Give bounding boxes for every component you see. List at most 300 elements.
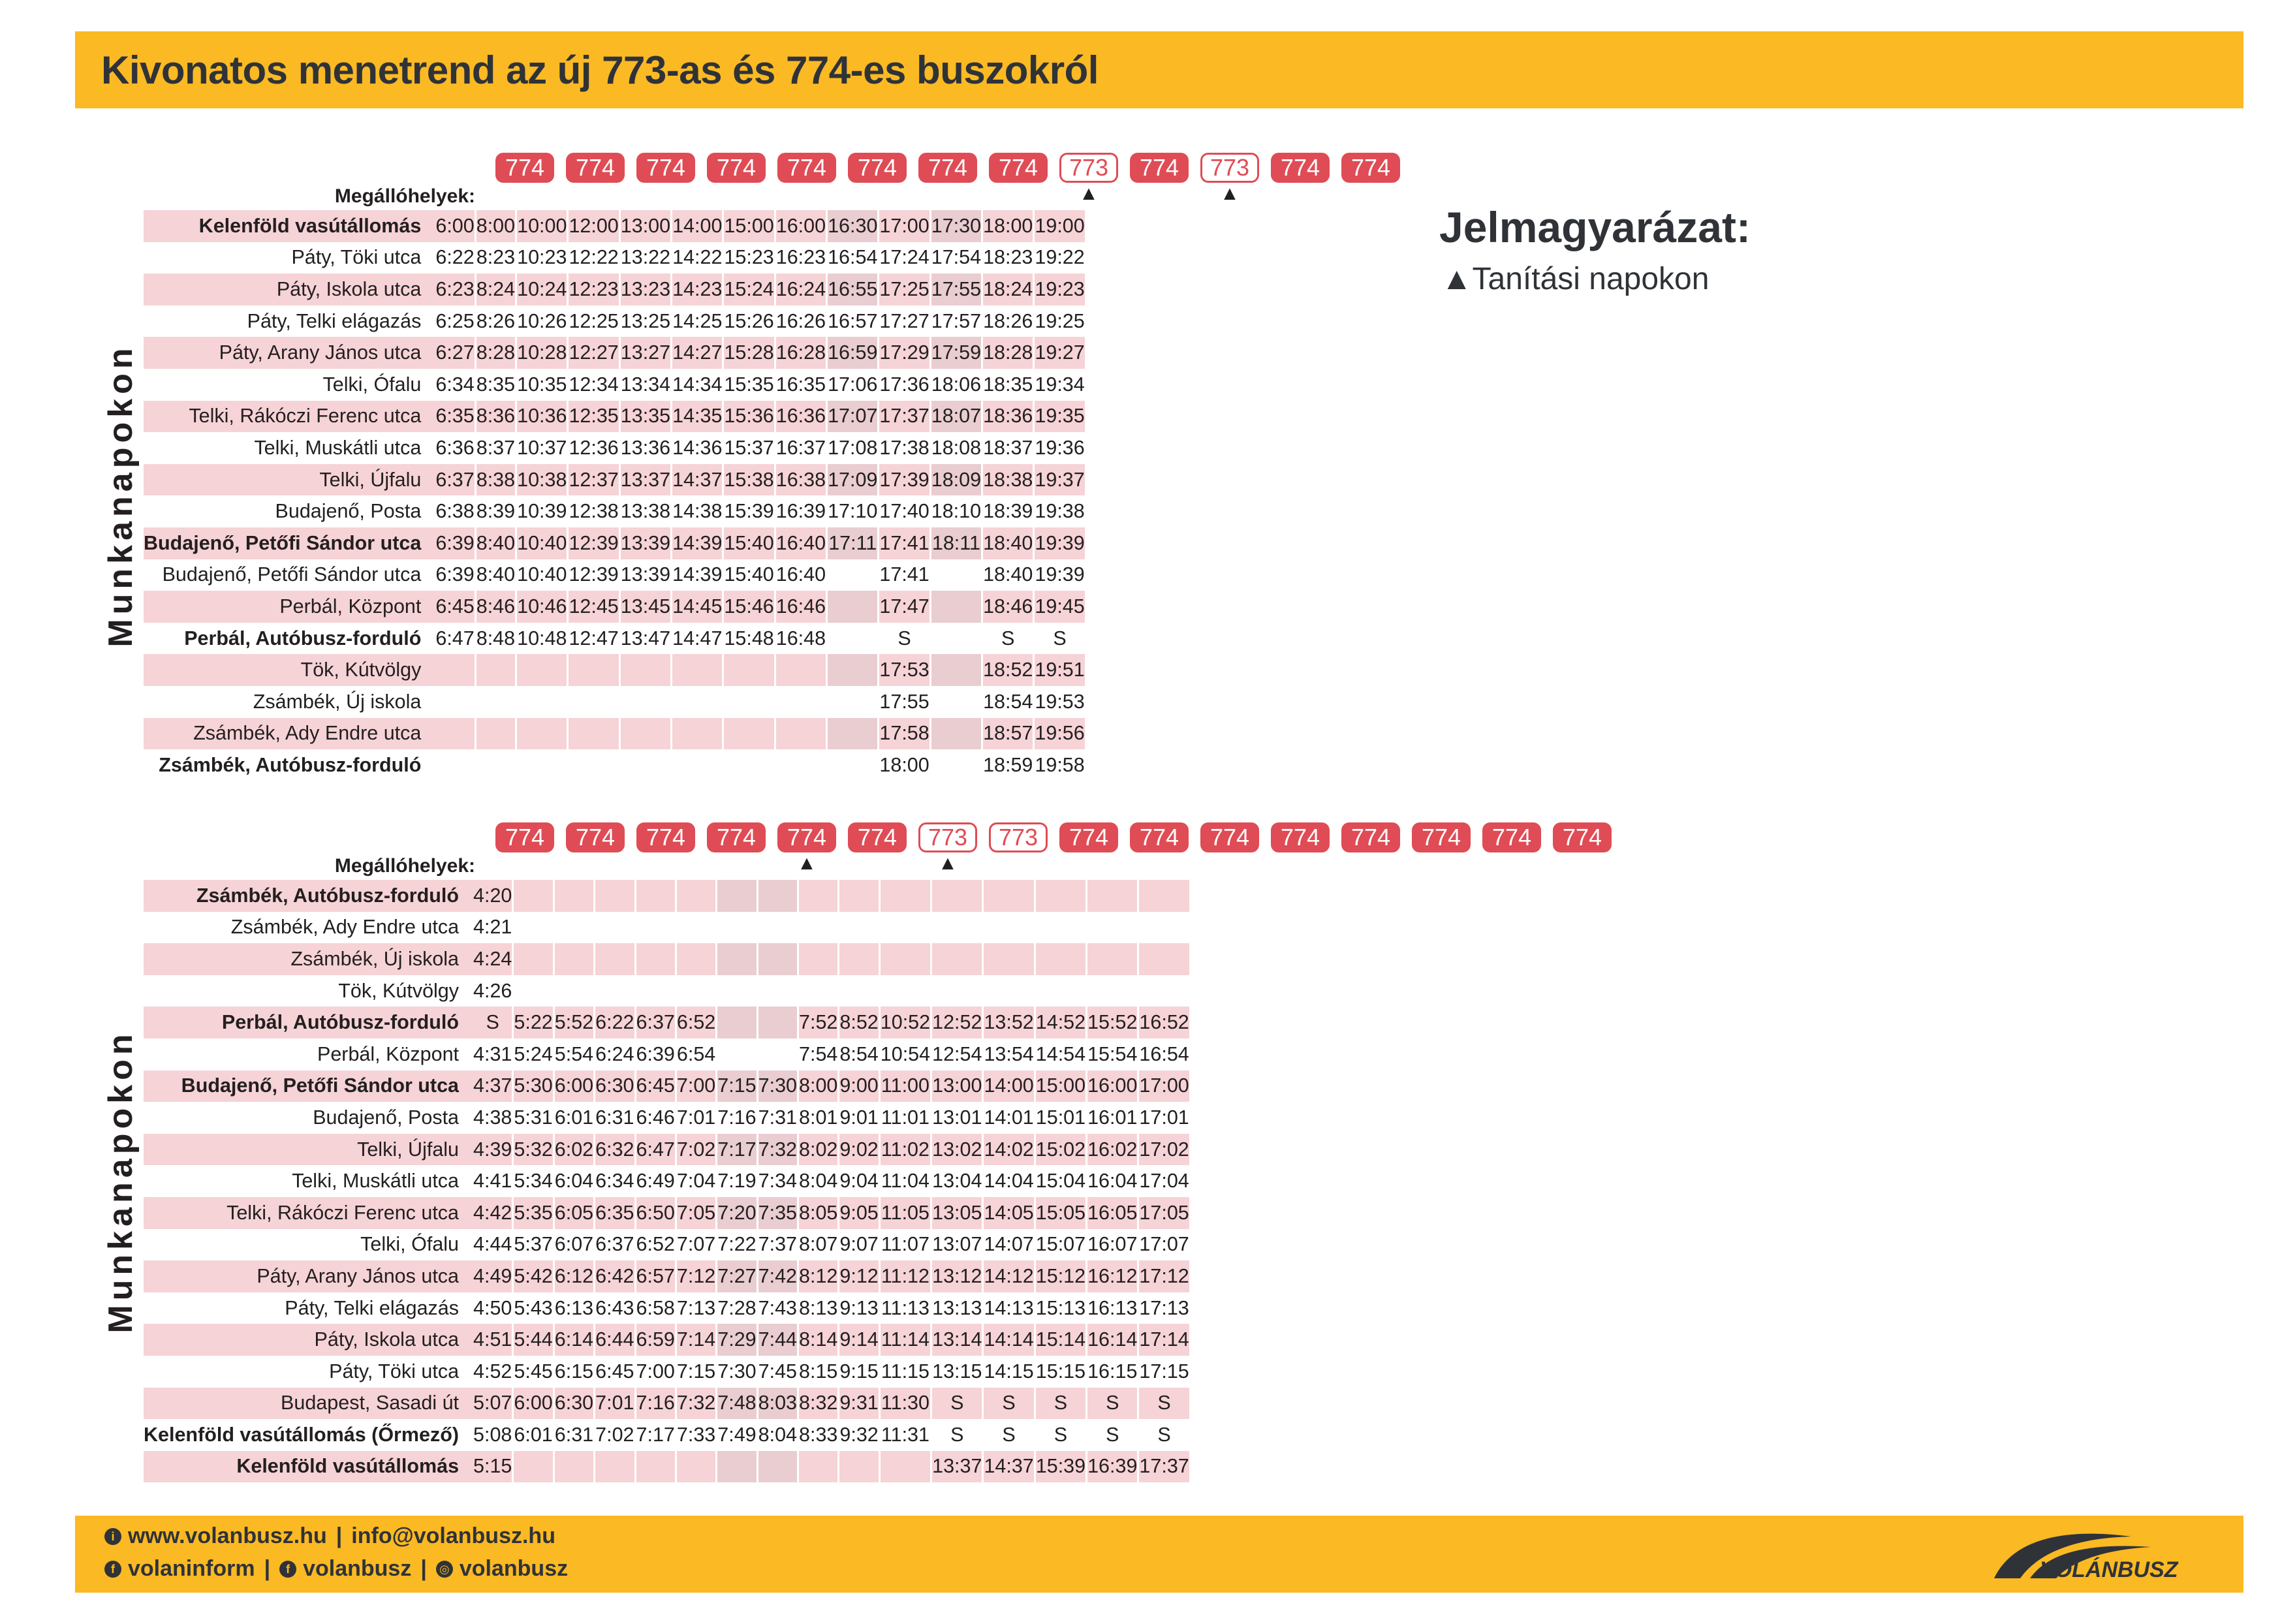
departure-time: 14:54 — [1035, 1038, 1086, 1070]
departure-time: 6:49 — [635, 1165, 676, 1197]
departure-time — [717, 912, 757, 944]
stop-name: Kelenföld vasútállomás (Őrmező) — [144, 1423, 460, 1446]
departure-time — [757, 912, 798, 944]
departure-time: 6:14 — [554, 1324, 594, 1356]
departure-time: 7:30 — [717, 1356, 757, 1388]
departure-time: 8:54 — [839, 1038, 879, 1070]
table-row — [144, 654, 1085, 686]
departure-time: S — [983, 1388, 1035, 1420]
table-row — [144, 1165, 1190, 1197]
departure-time: 7:01 — [676, 1102, 716, 1134]
departure-time: 6:23 — [435, 273, 475, 305]
social-link-volaninform[interactable]: volaninform — [128, 1556, 255, 1581]
departure-time: 17:07 — [827, 401, 879, 433]
table-row — [144, 749, 1085, 781]
departure-time — [879, 975, 931, 1007]
table-row — [144, 880, 1190, 912]
departure-time: 13:38 — [619, 495, 671, 527]
departure-time — [595, 912, 635, 944]
departure-time: 17:55 — [930, 273, 982, 305]
departure-time: 19:45 — [1034, 591, 1085, 623]
departure-time: 14:07 — [983, 1229, 1035, 1261]
table-row — [144, 686, 1085, 718]
departure-time: 11:02 — [879, 1134, 931, 1166]
departure-time: 13:04 — [931, 1165, 983, 1197]
departure-time: 17:38 — [879, 432, 930, 464]
departure-time — [827, 559, 879, 591]
departure-time — [775, 686, 826, 718]
departure-time: 6:30 — [595, 1070, 635, 1102]
departure-time: 5:37 — [513, 1229, 554, 1261]
stop-name: Budajenő, Petőfi Sándor utca — [144, 527, 435, 559]
departure-time: 8:37 — [475, 432, 516, 464]
table-row — [144, 1388, 1190, 1420]
table-row — [144, 591, 1085, 623]
departure-time: 6:42 — [595, 1260, 635, 1292]
route-badge-774: 774 — [1130, 822, 1189, 852]
departure-time: S — [931, 1419, 983, 1451]
departure-time: 17:41 — [879, 559, 930, 591]
departure-time: 18:00 — [879, 749, 930, 781]
departure-time: 14:12 — [983, 1260, 1035, 1292]
departure-time: 17:37 — [879, 401, 930, 433]
departure-time: 9:00 — [839, 1070, 879, 1102]
departure-time: 7:16 — [635, 1388, 676, 1420]
stop-name: Telki, Rákóczi Ferenc utca — [144, 1197, 473, 1229]
departure-time: 9:04 — [839, 1165, 879, 1197]
departure-time: 13:36 — [619, 432, 671, 464]
departure-time — [435, 718, 475, 750]
departure-time: 7:35 — [757, 1197, 798, 1229]
departure-time: 15:04 — [1035, 1165, 1086, 1197]
email-link[interactable]: info@volanbusz.hu — [351, 1523, 555, 1548]
departure-time: 8:03 — [757, 1388, 798, 1420]
departure-time — [839, 880, 879, 912]
departure-time: 4:20 — [473, 880, 513, 912]
departure-time: 10:52 — [879, 1007, 931, 1038]
website-link[interactable]: www.volanbusz.hu — [128, 1523, 327, 1548]
departure-time: 8:14 — [798, 1324, 839, 1356]
facebook-icon: f — [104, 1561, 121, 1578]
departure-time: 17:54 — [930, 242, 982, 274]
departure-time — [931, 975, 983, 1007]
table-row — [144, 1356, 1190, 1388]
stop-name: Tök, Kútvölgy — [144, 654, 435, 686]
departure-time: 17:41 — [879, 527, 930, 559]
social-link-instagram-volanbusz[interactable]: volanbusz — [459, 1556, 569, 1581]
departure-time: 17:53 — [879, 654, 930, 686]
departure-time: 7:22 — [717, 1229, 757, 1261]
departure-time: 15:39 — [1035, 1451, 1086, 1483]
side-label-weekdays: Munkanapokon — [102, 1029, 140, 1334]
departure-time: 13:45 — [619, 591, 671, 623]
departure-time — [879, 1451, 931, 1483]
table-row — [144, 337, 1085, 369]
departure-time: 6:32 — [595, 1134, 635, 1166]
info-icon: i — [104, 1528, 121, 1545]
departure-time: 6:02 — [554, 1134, 594, 1166]
departure-time: 12:52 — [931, 1007, 983, 1038]
departure-time: 4:49 — [473, 1260, 513, 1292]
departure-time — [879, 880, 931, 912]
departure-time: S — [1035, 1388, 1086, 1420]
departure-time — [619, 686, 671, 718]
departure-time: S — [982, 623, 1034, 655]
departure-time: 8:35 — [475, 369, 516, 401]
departure-time: 17:25 — [879, 273, 930, 305]
departure-time: 13:34 — [619, 369, 671, 401]
departure-time: 10:36 — [516, 401, 568, 433]
departure-time: 15:00 — [723, 210, 775, 242]
route-badge-774: 774 — [495, 822, 554, 852]
departure-time: 15:38 — [723, 464, 775, 496]
departure-time: 14:00 — [983, 1070, 1035, 1102]
departure-time: 6:07 — [554, 1229, 594, 1261]
departure-time: 13:27 — [619, 337, 671, 369]
table-row — [144, 401, 1085, 433]
stop-name: Perbál, Központ — [144, 591, 435, 623]
departure-time: 6:31 — [595, 1102, 635, 1134]
departure-time: 7:05 — [676, 1197, 716, 1229]
departure-time: 13:22 — [619, 242, 671, 274]
stop-name: Zsámbék, Ady Endre utca — [230, 916, 460, 939]
volanbusz-logo — [1968, 1525, 2203, 1584]
departure-time: 19:22 — [1034, 242, 1085, 274]
departure-time: 13:52 — [983, 1007, 1035, 1038]
table-row — [144, 718, 1085, 750]
stop-name: Zsámbék, Új iskola — [253, 690, 422, 713]
departure-time: 11:05 — [879, 1197, 931, 1229]
departure-time: 18:35 — [982, 369, 1034, 401]
departure-time — [516, 686, 568, 718]
departure-time — [516, 749, 568, 781]
departure-time — [676, 943, 716, 975]
departure-time: 15:40 — [723, 559, 775, 591]
stops-header: Megállóhelyek: — [334, 855, 475, 877]
departure-time: 6:15 — [554, 1356, 594, 1388]
timetable-grid — [144, 880, 1191, 1482]
departure-time — [723, 654, 775, 686]
departure-time: 18:07 — [930, 401, 982, 433]
route-badge-774: 774 — [777, 153, 836, 183]
departure-time — [635, 880, 676, 912]
departure-time — [435, 749, 475, 781]
departure-time: 6:45 — [435, 591, 475, 623]
departure-time: 15:36 — [723, 401, 775, 433]
departure-time — [757, 943, 798, 975]
departure-time: 5:42 — [513, 1260, 554, 1292]
stop-name: Telki, Ófalu — [360, 1233, 460, 1256]
table-row — [144, 1197, 1190, 1229]
departure-time — [827, 591, 879, 623]
departure-time: 14:14 — [983, 1324, 1035, 1356]
separator: | — [420, 1556, 427, 1581]
departure-time: 8:36 — [475, 401, 516, 433]
departure-time: 16:48 — [775, 623, 826, 655]
departure-time: 12:47 — [568, 623, 619, 655]
departure-time: 7:54 — [798, 1038, 839, 1070]
departure-time: 7:07 — [676, 1229, 716, 1261]
route-badge-773: 773 — [1059, 153, 1118, 183]
school-day-marker: ▲ — [797, 852, 817, 874]
departure-time: 7:34 — [757, 1165, 798, 1197]
departure-time — [1035, 975, 1086, 1007]
departure-time: 4:50 — [473, 1292, 513, 1324]
departure-time: 17:08 — [827, 432, 879, 464]
departure-time: 6:59 — [635, 1324, 676, 1356]
departure-time: 18:36 — [982, 401, 1034, 433]
stop-name: Zsámbék, Új iskola — [144, 943, 473, 975]
departure-time — [723, 749, 775, 781]
departure-time: 11:00 — [879, 1070, 931, 1102]
departure-time — [983, 880, 1035, 912]
departure-time: 15:37 — [723, 432, 775, 464]
departure-time — [983, 943, 1035, 975]
departure-time: 19:53 — [1034, 686, 1085, 718]
departure-time: 8:15 — [798, 1356, 839, 1388]
departure-time — [723, 718, 775, 750]
departure-time: 14:00 — [672, 210, 723, 242]
departure-time — [798, 1451, 839, 1483]
departure-time: 9:05 — [839, 1197, 879, 1229]
departure-time — [930, 718, 982, 750]
departure-time: 11:15 — [879, 1356, 931, 1388]
departure-time — [568, 686, 619, 718]
footer — [75, 1516, 2243, 1593]
departure-time: 17:02 — [1138, 1134, 1190, 1166]
departure-time: 15:39 — [723, 495, 775, 527]
table-row — [144, 1324, 1190, 1356]
departure-time: 4:24 — [473, 943, 513, 975]
route-badge-774: 774 — [1341, 153, 1400, 183]
departure-time: 19:39 — [1034, 559, 1085, 591]
departure-time: 8:04 — [798, 1165, 839, 1197]
departure-time: 10:00 — [516, 210, 568, 242]
departure-time — [516, 718, 568, 750]
departure-time: 5:34 — [513, 1165, 554, 1197]
departure-time: 14:02 — [983, 1134, 1035, 1166]
departure-time: 15:28 — [723, 337, 775, 369]
departure-time: 18:59 — [982, 749, 1034, 781]
departure-time: 10:28 — [516, 337, 568, 369]
departure-time: 7:20 — [717, 1197, 757, 1229]
departure-time: 17:47 — [879, 591, 930, 623]
departure-time: 12:36 — [568, 432, 619, 464]
route-badge-774: 774 — [566, 153, 625, 183]
departure-time: 7:14 — [676, 1324, 716, 1356]
departure-time: 6:46 — [635, 1102, 676, 1134]
departure-time: 5:54 — [554, 1038, 594, 1070]
stop-name: Páty, Töki utca — [329, 1360, 460, 1382]
route-badge-773: 773 — [1200, 153, 1259, 183]
departure-time: 8:39 — [475, 495, 516, 527]
departure-time: 6:13 — [554, 1292, 594, 1324]
table-row — [144, 975, 1190, 1007]
departure-time: 6:54 — [676, 1038, 716, 1070]
departure-time: 10:40 — [516, 527, 568, 559]
departure-time: 18:40 — [982, 559, 1034, 591]
departure-time — [595, 975, 635, 1007]
departure-time — [516, 654, 568, 686]
departure-time: 13:39 — [619, 559, 671, 591]
departure-time: 16:35 — [775, 369, 826, 401]
departure-time: 14:38 — [672, 495, 723, 527]
departure-time: 9:32 — [839, 1419, 879, 1451]
route-badge-774: 774 — [777, 822, 836, 852]
route-badge-774: 774 — [848, 153, 907, 183]
departure-time — [513, 912, 554, 944]
departure-time: 18:11 — [930, 527, 982, 559]
departure-time: 11:04 — [879, 1165, 931, 1197]
route-badge-774: 774 — [707, 153, 766, 183]
departure-time — [839, 943, 879, 975]
departure-time: 7:12 — [676, 1260, 716, 1292]
departure-time: 7:32 — [757, 1134, 798, 1166]
departure-time: 15:02 — [1035, 1134, 1086, 1166]
departure-time: 10:23 — [516, 242, 568, 274]
departure-time: 6:52 — [635, 1229, 676, 1261]
departure-time — [930, 591, 982, 623]
departure-time — [879, 912, 931, 944]
departure-time: 10:40 — [516, 559, 568, 591]
departure-time: 7:02 — [676, 1134, 716, 1166]
departure-time: 16:02 — [1087, 1134, 1138, 1166]
table-row — [144, 369, 1085, 401]
departure-time: 11:13 — [879, 1292, 931, 1324]
departure-time: 4:26 — [473, 975, 513, 1007]
departure-time — [513, 975, 554, 1007]
departure-time: 6:45 — [595, 1356, 635, 1388]
departure-time — [676, 975, 716, 1007]
departure-time: 16:00 — [775, 210, 826, 242]
departure-time — [775, 718, 826, 750]
departure-time: 17:15 — [1138, 1356, 1190, 1388]
departure-time: 10:39 — [516, 495, 568, 527]
departure-time: 6:50 — [635, 1197, 676, 1229]
departure-time: 7:48 — [717, 1388, 757, 1420]
departure-time: 6:38 — [435, 495, 475, 527]
separator: | — [336, 1523, 343, 1548]
departure-time: 7:33 — [676, 1419, 716, 1451]
departure-time: 10:38 — [516, 464, 568, 496]
table-row — [144, 1070, 1190, 1102]
departure-time: 18:06 — [930, 369, 982, 401]
departure-time — [827, 718, 879, 750]
departure-time — [717, 1451, 757, 1483]
table-row — [144, 305, 1085, 337]
stop-name: Páty, Telki elágazás — [285, 1296, 460, 1319]
departure-time: 17:36 — [879, 369, 930, 401]
departure-time: 6:27 — [435, 337, 475, 369]
departure-time: 16:59 — [827, 337, 879, 369]
departure-time: 17:57 — [930, 305, 982, 337]
school-day-marker: ▲ — [938, 852, 958, 874]
departure-time: 10:46 — [516, 591, 568, 623]
departure-time: S — [983, 1419, 1035, 1451]
departure-time: 8:46 — [475, 591, 516, 623]
social-link-facebook-volanbusz[interactable]: volanbusz — [303, 1556, 412, 1581]
departure-time: 15:48 — [723, 623, 775, 655]
departure-time: S — [931, 1388, 983, 1420]
departure-time: 12:34 — [568, 369, 619, 401]
departure-time — [827, 623, 879, 655]
departure-time: 13:15 — [931, 1356, 983, 1388]
departure-time: 13:54 — [983, 1038, 1035, 1070]
departure-time: 11:31 — [879, 1419, 931, 1451]
departure-time — [568, 654, 619, 686]
departure-time: 6:01 — [554, 1102, 594, 1134]
departure-time — [1138, 975, 1190, 1007]
departure-time: 11:30 — [879, 1388, 931, 1420]
departure-time: 17:58 — [879, 718, 930, 750]
departure-time: 6:47 — [635, 1134, 676, 1166]
departure-time: 18:26 — [982, 305, 1034, 337]
departure-time: 4:39 — [473, 1134, 513, 1166]
departure-time: 5:31 — [513, 1102, 554, 1134]
departure-time: 9:13 — [839, 1292, 879, 1324]
stop-name: Budajenő, Petőfi Sándor utca — [144, 1070, 473, 1102]
departure-time: 9:02 — [839, 1134, 879, 1166]
departure-time — [1087, 943, 1138, 975]
departure-time — [930, 686, 982, 718]
stop-name: Telki, Újfalu — [144, 1134, 473, 1166]
departure-time — [619, 654, 671, 686]
departure-time: 14:36 — [672, 432, 723, 464]
departure-time: 17:10 — [827, 495, 879, 527]
page-title: Kivonatos menetrend az új 773-as és 774-es buszokról — [101, 48, 1099, 92]
departure-time: 6:57 — [635, 1260, 676, 1292]
stop-name: Tök, Kútvölgy — [338, 979, 460, 1002]
departure-time — [775, 654, 826, 686]
departure-time: 8:26 — [475, 305, 516, 337]
stop-name: Páty, Telki elágazás — [247, 309, 422, 332]
departure-time: 6:39 — [435, 527, 475, 559]
departure-time: 13:25 — [619, 305, 671, 337]
departure-time: 17:29 — [879, 337, 930, 369]
departure-time: 7:30 — [757, 1070, 798, 1102]
departure-time: 8:01 — [798, 1102, 839, 1134]
departure-time: 7:37 — [757, 1229, 798, 1261]
departure-time: S — [879, 623, 930, 655]
table-row — [144, 912, 1190, 944]
stop-name: Zsámbék, Autóbusz-forduló — [159, 753, 422, 776]
departure-time: 9:14 — [839, 1324, 879, 1356]
departure-time: 17:37 — [1138, 1451, 1190, 1483]
departure-time: 6:30 — [554, 1388, 594, 1420]
departure-time: 18:40 — [982, 527, 1034, 559]
departure-time: 16:15 — [1087, 1356, 1138, 1388]
departure-time — [930, 559, 982, 591]
departure-time: 14:47 — [672, 623, 723, 655]
departure-time: 15:52 — [1087, 1007, 1138, 1038]
departure-time: 19:34 — [1034, 369, 1085, 401]
table-row — [144, 273, 1085, 305]
route-badge-774: 774 — [1482, 822, 1541, 852]
departure-time: 9:31 — [839, 1388, 879, 1420]
departure-time — [723, 686, 775, 718]
departure-time: 12:54 — [931, 1038, 983, 1070]
departure-time: 11:14 — [879, 1324, 931, 1356]
departure-time: 17:05 — [1138, 1197, 1190, 1229]
departure-time: 4:21 — [473, 912, 513, 944]
departure-time: 12:00 — [568, 210, 619, 242]
departure-time: 14:39 — [672, 559, 723, 591]
route-badge-774: 774 — [989, 153, 1048, 183]
departure-time: 6:22 — [435, 242, 475, 274]
departure-time: 19:25 — [1034, 305, 1085, 337]
departure-time: 6:35 — [595, 1197, 635, 1229]
route-badge-774: 774 — [1271, 153, 1330, 183]
